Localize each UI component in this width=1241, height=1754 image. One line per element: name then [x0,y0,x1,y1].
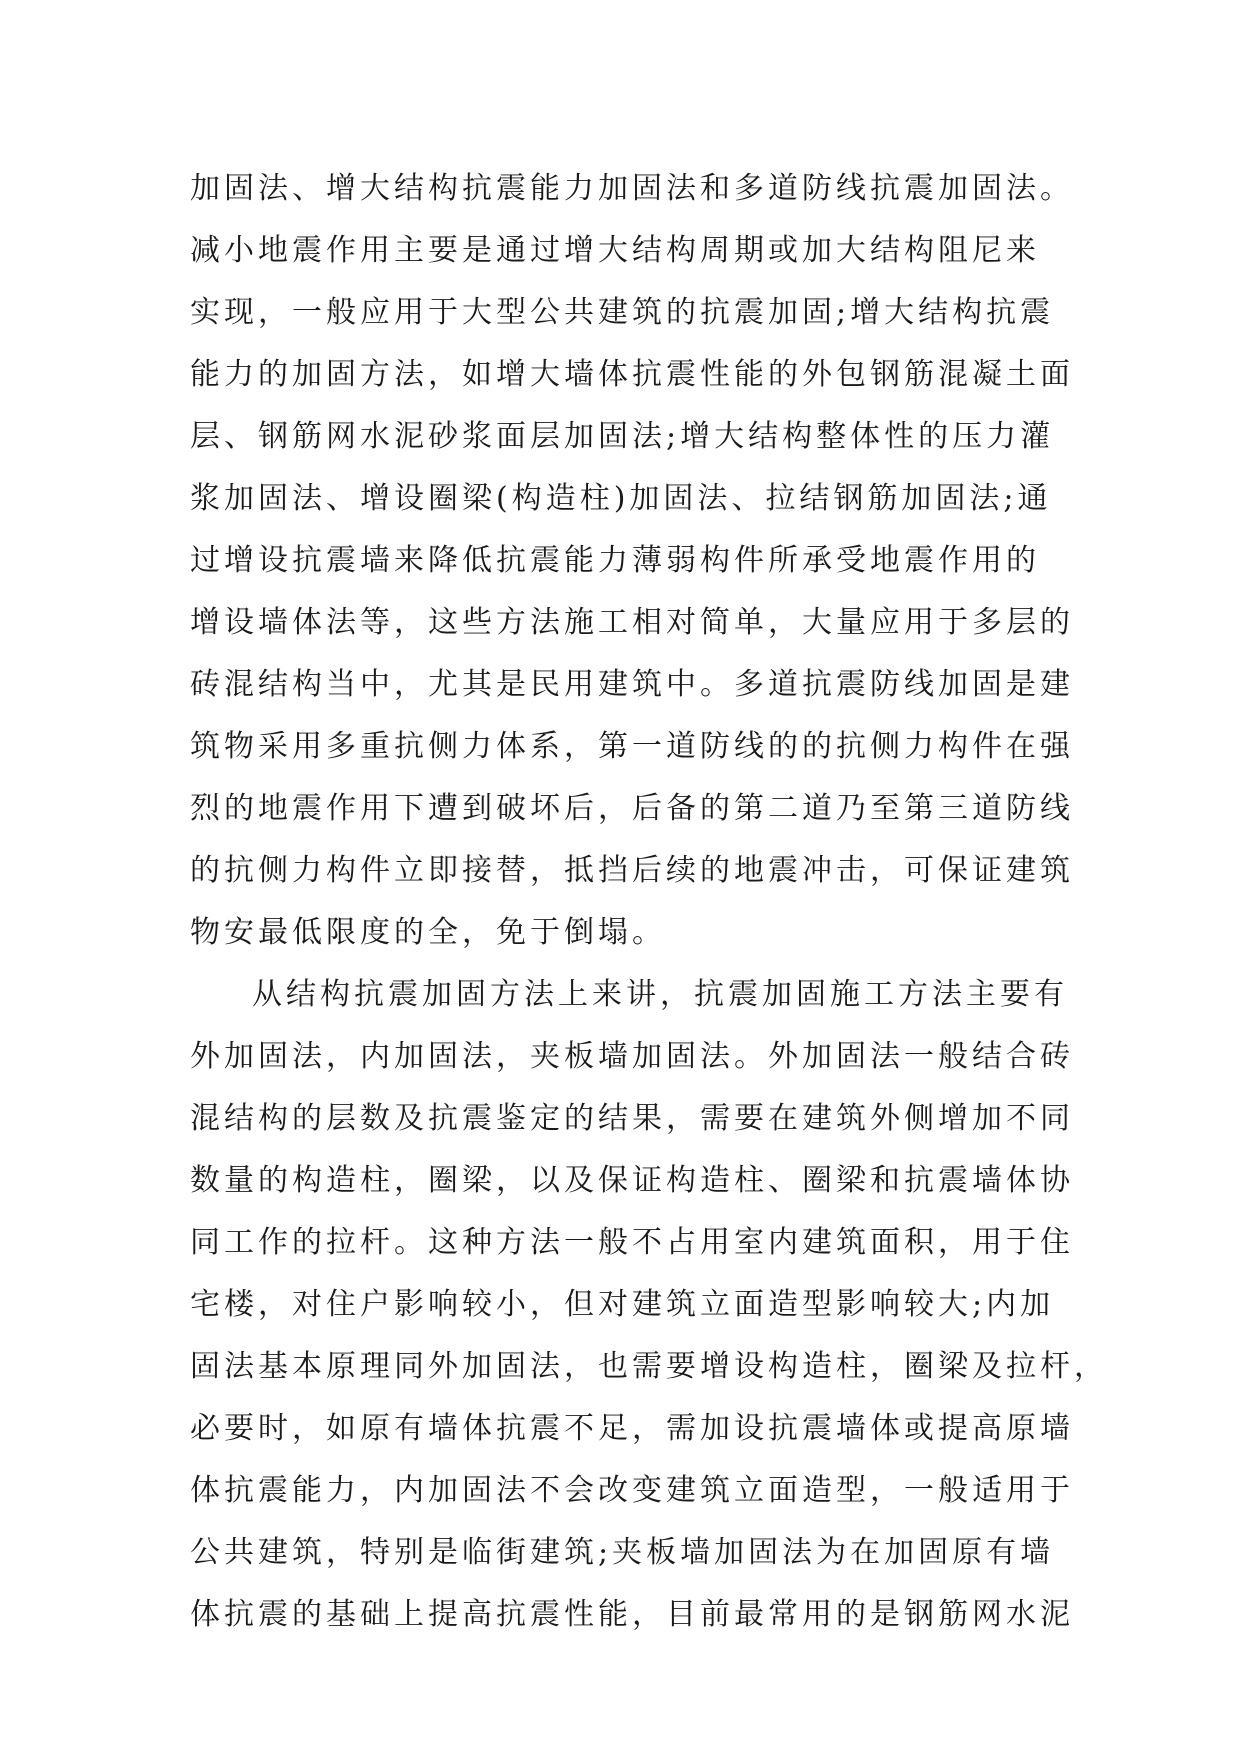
text-line: 减小地震作用主要是通过增大结构周期或加大结构阻尼来 [190,233,1040,268]
text-line: 浆加固法、增设圈梁(构造柱)加固法、拉结钢筋加固法;通 [190,481,1052,516]
text-line: 的抗侧力构件立即接替，抵挡后续的地震冲击，可保证建筑 [190,853,1074,888]
text-line: 公共建筑，特别是临街建筑;夹板墙加固法为在加固原有墙 [190,1535,1055,1570]
text-line: 体抗震能力，内加固法不会改变建筑立面造型，一般适用于 [190,1473,1074,1508]
text-line: 数量的构造柱，圈梁，以及保证构造柱、圈梁和抗震墙体协 [190,1163,1074,1198]
text-line: 同工作的拉杆。这种方法一般不占用室内建筑面积，用于住 [190,1225,1074,1260]
text-line: 加固法、增大结构抗震能力加固法和多道防线抗震加固法。 [190,171,1074,206]
text-line: 增设墙体法等，这些方法施工相对简单，大量应用于多层的 [190,605,1074,640]
text-line: 混结构的层数及抗震鉴定的结果，需要在建筑外侧增加不同 [190,1101,1074,1136]
text-line: 必要时，如原有墙体抗震不足，需加设抗震墙体或提高原墙 [190,1411,1074,1446]
text-line: 外加固法，内加固法，夹板墙加固法。外加固法一般结合砖 [190,1039,1074,1074]
text-line: 过增设抗震墙来降低抗震能力薄弱构件所承受地震作用的 [190,543,1040,578]
text-line: 能力的加固方法，如增大墙体抗震性能的外包钢筋混凝土面 [190,357,1074,392]
text-line-indented: 从结构抗震加固方法上来讲，抗震加固施工方法主要有 [252,977,1068,1012]
text-line: 物安最低限度的全，免于倒塌。 [190,915,666,950]
text-line: 实现，一般应用于大型公共建筑的抗震加固;增大结构抗震 [190,295,1055,330]
text-line: 固法基本原理同外加固法，也需要增设构造柱，圈梁及拉杆， [190,1349,1108,1384]
body-text [190,158,1108,1646]
paragraph-2 [190,964,1108,1646]
text-line: 烈的地震作用下遭到破坏后，后备的第二道乃至第三道防线 [190,791,1074,826]
text-line: 宅楼，对住户影响较小，但对建筑立面造型影响较大;内加 [190,1287,1055,1322]
text-line: 层、钢筋网水泥砂浆面层加固法;增大结构整体性的压力灌 [190,419,1055,454]
text-line: 筑物采用多重抗侧力体系，第一道防线的的抗侧力构件在强 [190,729,1074,764]
text-line: 砖混结构当中，尤其是民用建筑中。多道抗震防线加固是建 [190,667,1074,702]
text-line: 体抗震的基础上提高抗震性能，目前最常用的是钢筋网水泥 [190,1597,1074,1632]
paragraph-1 [190,158,1080,964]
